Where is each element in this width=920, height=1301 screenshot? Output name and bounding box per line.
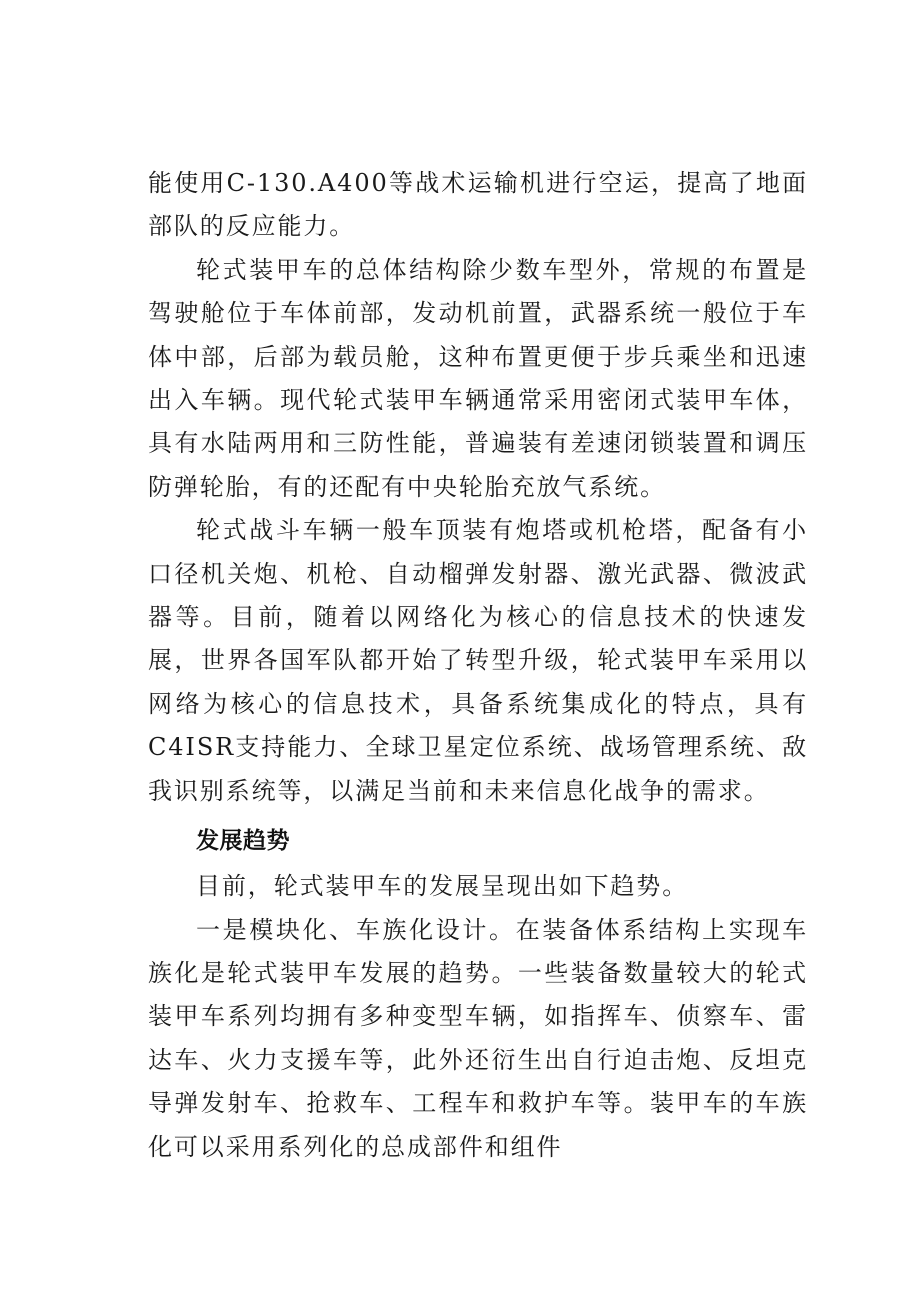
paragraph-transport: 能使用C-130.A400等战术运输机进行空运，提高了地面部队的反应能力。 — [148, 169, 808, 241]
paragraph-weapons: 轮式战斗车辆一般车顶装有炮塔或机枪塔，配备有小口径机关炮、机枪、自动榴弹发射器、激光武器、微波武器等。目前，随着以网络化为核心的信息技术的快速发展，世界各国军队都开始了转型升级，轮式装甲车采用以网络为核心的信息技术，具备系统集成化的特点，具有C4ISR支持能力、全球卫星定位系统、战场管理系统、敌我识别系统等，以满足当前和未来信息化战争的需求。 — [148, 516, 808, 805]
document-body — [148, 162, 808, 1169]
section-heading: 发展趋势 — [196, 828, 290, 855]
paragraph-modular-design: 一是模块化、车族化设计。在装备体系结构上实现车族化是轮式装甲车发展的趋势。一些装备数量较大的轮式装甲车系列均拥有多种变型车辆，如指挥车、侦察车、雷达车、火力支援车等，此外还衍生出自行迫击炮、反坦克导弹发射车、抢救车、工程车和救护车等。装甲车的车族化可以采用系列化的总成部件和组件 — [148, 915, 808, 1161]
paragraph-trend-intro: 目前，轮式装甲车的发展呈现出如下趋势。 — [196, 872, 689, 901]
paragraph-structure: 轮式装甲车的总体结构除少数车型外，常规的布置是驾驶舱位于车体前部，发动机前置，武器系统一般位于车体中部，后部为载员舱，这种布置更便于步兵乘坐和迅速出入车辆。现代轮式装甲车辆通常采用密闭式装甲车体，具有水陆两用和三防性能，普遍装有差速闭锁装置和调压防弹轮胎，有的还配有中央轮胎充放气系统。 — [148, 255, 808, 501]
